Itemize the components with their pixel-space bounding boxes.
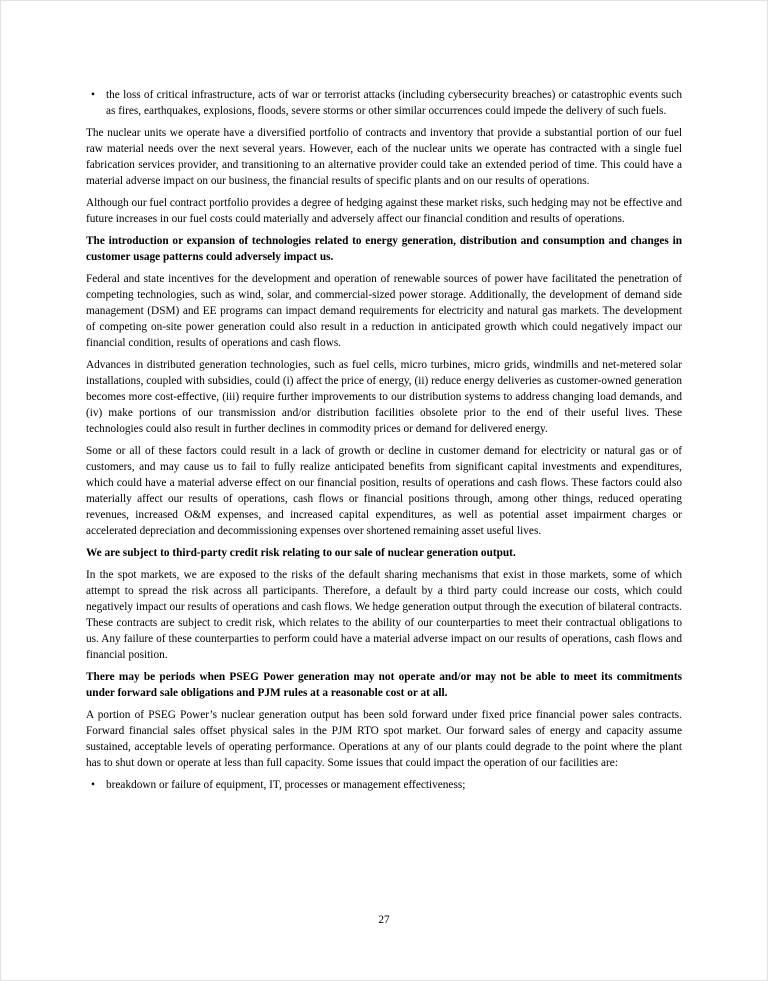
risk-heading-technologies: The introduction or expansion of technologies related to energy generation, distribution and consumption and changes in customer usage patterns could adversely impact us. <box>86 235 682 263</box>
bullet-text: the loss of critical infrastructure, acts of war or terrorist attacks (including cybersecurity breaches) or catastrophic events such as fires, earthquakes, explosions, floods, severe storms or other similar occurrences could impede the delivery of such fuels. <box>106 89 682 117</box>
paragraph-forward-sales: A portion of PSEG Power’s nuclear generation output has been sold forward under fixed price financial power sales contracts. Forward financial sales offset physical sales in the PJM RTO spot market. Our forward sales of energy and capacity assume sustained, acceptable levels of operating performance. Operations at any of our plants could degrade to the point where the plant has to shut down or operate at less than full capacity. Some issues that could impact the operation of our facilities are: <box>86 709 682 769</box>
paragraph-spot-markets: In the spot markets, we are exposed to the risks of the default sharing mechanisms that exist in those markets, some of which attempt to spread the risk across all participants. Therefore, a default by a third party could increase our costs, which could negatively impact our results of operations and cash flows. We hedge generation output through the execution of bilateral contracts. These contracts are subject to credit risk, which relates to the ability of our counterparties to meet their contractual obligations to us. Any failure of these counterparties to perform could have a material adverse impact on our results of operations, cash flows and financial position. <box>86 569 682 661</box>
paragraph-factors-demand-decline: Some or all of these factors could result in a lack of growth or decline in customer demand for electricity or natural gas or of customers, and may cause us to fail to fully realize anticipated benefits from significant capital investments and expenditures, which could have a material adverse effect on our financial position, results of operations and cash flows. These factors could also materially affect our results of operations, cash flows or financial positions through, among other things, reduced operating revenues, increased O&M expenses, and increased capital expenditures, as well as potential asset impairment charges or accelerated depreciation and decommissioning expenses over shortened remaining asset useful lives. <box>86 445 682 537</box>
risk-heading-third-party-credit: We are subject to third-party credit risk relating to our sale of nuclear generation output. <box>86 547 516 559</box>
bullet-icon: • <box>91 779 95 791</box>
bullet-item-fuel-delivery <box>86 87 682 119</box>
bullet-icon: • <box>91 89 95 101</box>
bullet-text: breakdown or failure of equipment, IT, processes or management effectiveness; <box>106 779 466 791</box>
bullet-item-equipment-breakdown <box>86 777 682 793</box>
risk-heading-pseg-power-generation: There may be periods when PSEG Power generation may not operate and/or may not be able to meet its commitments under forward sale obligations and PJM rules at a reasonable cost or at all. <box>86 671 682 699</box>
page-content <box>1 1 767 793</box>
paragraph-nuclear-units: The nuclear units we operate have a diversified portfolio of contracts and inventory that provide a substantial portion of our fuel raw material needs over the next several years. However, each of the nuclear units we operate has contracted with a single fuel fabrication services provider, and transitioning to an alternative provider could take an extended period of time. This could have a material adverse impact on our business, the financial results of specific plants and on our results of operations. <box>86 127 682 187</box>
paragraph-fuel-contract-hedging: Although our fuel contract portfolio provides a degree of hedging against these market risks, such hedging may not be effective and future increases in our fuel costs could materially and adversely affect our financial condition and results of operations. <box>86 197 682 225</box>
paragraph-distributed-generation: Advances in distributed generation technologies, such as fuel cells, micro turbines, micro grids, windmills and net-metered solar installations, coupled with subsidies, could (i) affect the price of energy, (ii) reduce energy deliveries as customer-owned generation becomes more cost-effective, (iii) require further improvements to our distribution systems to address changing load demands, and (iv) make portions of our transmission and/or distribution facilities obsolete prior to the end of their useful lives. These technologies could also result in further declines in commodity prices or demand for delivered energy. <box>86 359 682 435</box>
page-number: 27 <box>378 914 390 926</box>
paragraph-federal-state-incentives: Federal and state incentives for the development and operation of renewable sources of power have facilitated the penetration of competing technologies, such as wind, solar, and commercial-sized power storage. Additionally, the development of demand side management (DSM) and EE programs can impact demand requirements for electricity and natural gas markets. The development of competing on-site power generation could also result in a reduction in anticipated growth which could negatively impact our financial condition, results of operations and cash flows. <box>86 273 682 349</box>
